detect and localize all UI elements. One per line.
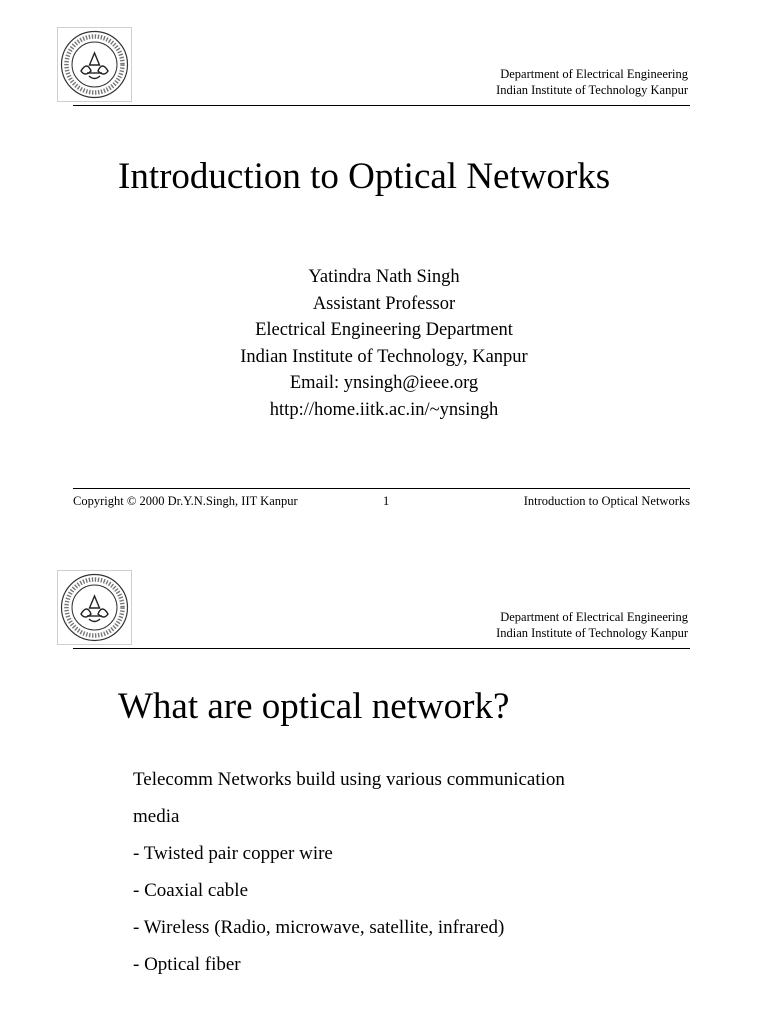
copyright-notice: Copyright © 2000 Dr.Y.N.Singh, IIT Kanpur <box>73 494 298 508</box>
author-position: Assistant Professor <box>312 293 456 314</box>
department-name: Department of Electrical Engineering <box>500 610 688 624</box>
header-divider <box>73 648 690 649</box>
list-item: - Wireless (Radio, microwave, satellite, infrared) <box>133 917 505 938</box>
list-item: - Coaxial cable <box>133 880 249 901</box>
seal-icon <box>57 27 132 102</box>
author-email: Email: ynsingh@ieee.org <box>289 373 479 394</box>
department-header <box>496 66 688 98</box>
slide-title: What are optical network? <box>118 686 510 727</box>
department-name: Department of Electrical Engineering <box>500 67 688 81</box>
author-url: http://home.iitk.ac.in/~ynsingh <box>269 399 499 420</box>
institute-name: Indian Institute of Technology Kanpur <box>496 626 688 640</box>
author-institute: Indian Institute of Technology, Kanpur <box>240 346 528 367</box>
list-item: - Twisted pair copper wire <box>133 843 333 864</box>
body-line: Telecomm Networks build using various communication <box>133 769 565 790</box>
body-line: media <box>133 806 180 827</box>
author-name: Yatindra Nath Singh <box>308 267 460 287</box>
slide-title: Introduction to Optical Networks <box>118 156 611 197</box>
slide-2 <box>0 543 768 1024</box>
header-divider <box>73 105 690 106</box>
slide-body <box>133 767 565 989</box>
author-block <box>0 264 768 424</box>
list-item: - Optical fiber <box>133 954 241 975</box>
footer-divider <box>73 488 690 489</box>
institute-logo <box>57 570 132 645</box>
footer-title: Introduction to Optical Networks <box>523 494 690 508</box>
institute-name: Indian Institute of Technology Kanpur <box>496 83 688 97</box>
institute-logo <box>57 27 132 102</box>
author-department: Electrical Engineering Department <box>255 320 513 341</box>
page-number: 1 <box>383 494 390 508</box>
department-header <box>496 609 688 641</box>
seal-icon <box>57 570 132 645</box>
